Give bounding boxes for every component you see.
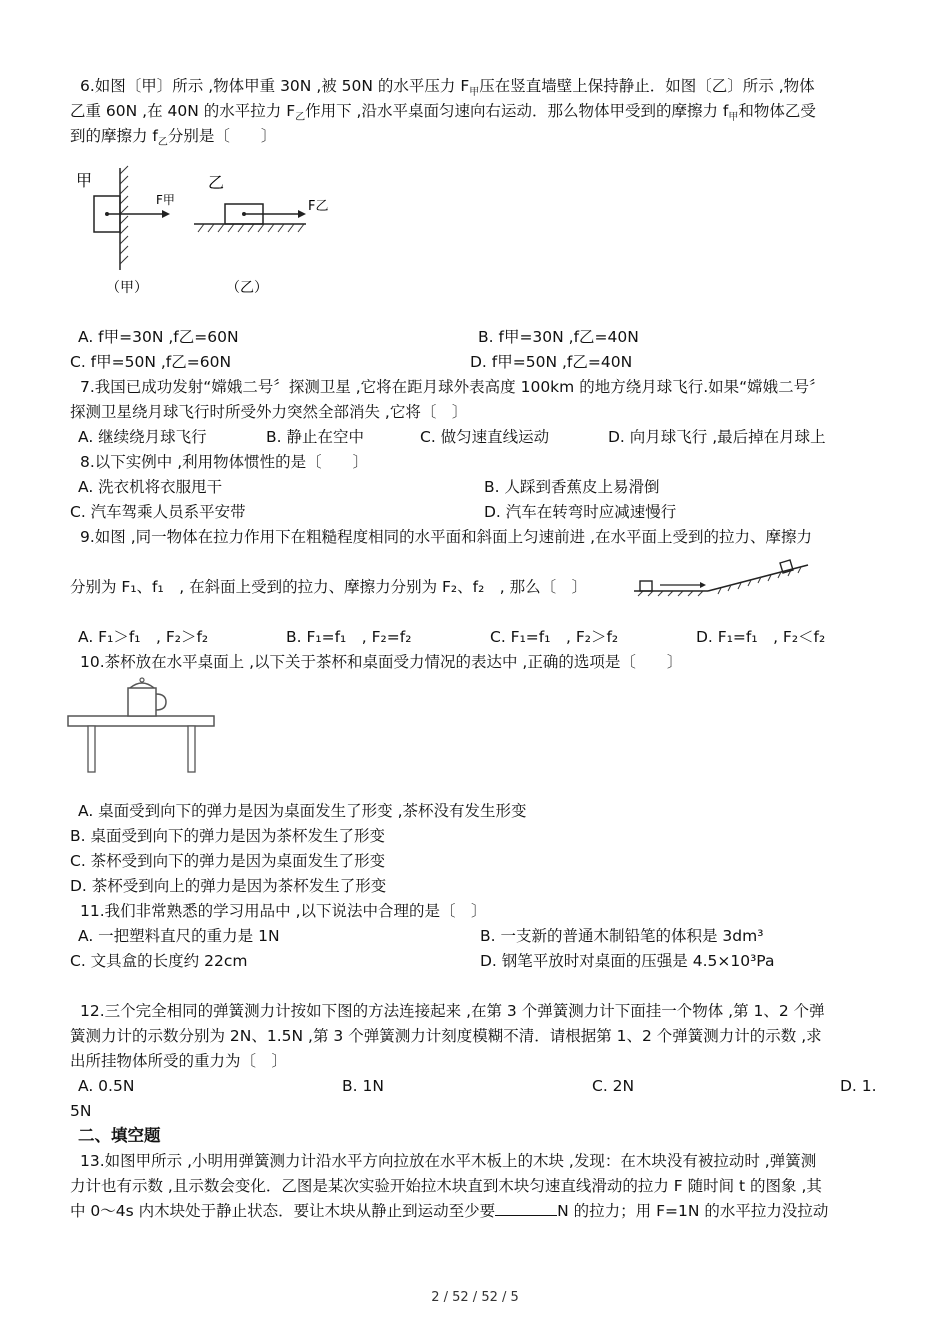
q11-option-a: A. 一把塑料直尺的重力是 1N (78, 927, 280, 945)
q10-figure (66, 676, 218, 776)
q9-line2: 分别为 F₁、f₁ , 在斜面上受到的拉力、摩擦力分别为 F₂、f₂ , 那么〔 〕 (70, 578, 588, 596)
q13-line2: 力计也有示数 ,且示数会变化．乙图是某次实验开始拉木块直到木块匀速直线滑动的拉力 F 随时间 t 的图象 ,其 (70, 1177, 822, 1195)
q12-option-a: A. 0.5N (78, 1077, 135, 1095)
q13-line1: 13.如图甲所示 ,小明用弹簧测力计沿水平方向拉放在水平木板上的木块 ,发现：在木块没有被拉动时 ,弹簧测 (80, 1152, 817, 1170)
q8-option-b: B. 人踩到香蕉皮上易滑倒 (484, 478, 660, 496)
q7-option-d: D. 向月球飞行 ,最后掉在月球上 (608, 428, 826, 446)
q12-option-c: C. 2N (592, 1077, 635, 1095)
q8-option-c: C. 汽车驾乘人员系平安带 (70, 503, 246, 521)
q6-figure (70, 160, 340, 300)
q9-option-b: B. F₁=f₁ , F₂=f₂ (286, 628, 412, 646)
q10-option-c: C. 茶杯受到向下的弹力是因为桌面发生了形变 (70, 852, 386, 870)
q11-line1: 11.我们非常熟悉的学习用品中 ,以下说法中合理的是〔 〕 (80, 902, 487, 920)
q11-option-c: C. 文具盒的长度约 22cm (70, 952, 248, 970)
fig-caption-jia: （甲） (106, 280, 148, 296)
q7-line1: 7.我国已成功发射“嫦娥二号〞探测卫星 ,它将在距月球外表高度 100km 的地方绕月球飞行.如果“嫦娥二号〞 (80, 378, 825, 396)
q9-option-d: D. F₁=f₁ , F₂＜f₂ (696, 628, 826, 646)
q9-option-a: A. F₁＞f₁ , F₂＞f₂ (78, 628, 209, 646)
q7-option-b: B. 静止在空中 (266, 428, 364, 446)
q10-option-a: A. 桌面受到向下的弹力是因为桌面发生了形变 ,茶杯没有发生形变 (78, 802, 527, 820)
fig-label-yi: 乙 (208, 173, 225, 192)
q12-line1: 12.三个完全相同的弹簧测力计按如下图的方法连接起来 ,在第 3 个弹簧测力计下面挂一个物体 ,第 1、2 个弹 (80, 1002, 825, 1020)
q6-line2: 乙重 60N ,在 40N 的水平拉力 $F_乙$作用下 ,沿水平桌面匀速向右运动．那么物体甲受到的摩擦力 $f_甲$和物体乙受 (70, 102, 816, 124)
page-footer: 2 / 52 / 52 / 5 (431, 1290, 519, 1305)
q6-option-d: D. f甲=50N ,f乙=40N (470, 353, 633, 371)
q9-line1: 9.如图 ,同一物体在拉力作用下在粗糙程度相同的水平面和斜面上匀速前进 ,在水平面上受到的拉力、摩擦力 (80, 528, 812, 546)
table-top (68, 716, 214, 726)
ground-hatch (198, 224, 304, 232)
q8-option-d: D. 汽车在转弯时应减速慢行 (484, 503, 677, 521)
q7-line2: 探测卫星绕月球飞行时所受外力突然全部消失 ,它将〔 〕 (70, 403, 468, 421)
q12-line2: 簧测力计的示数分别为 2N、1.5N ,第 3 个弹簧测力计刻度模糊不清．请根据第 1、2 个弹簧测力计的示数 ,求 (70, 1027, 822, 1045)
q9-option-c: C. F₁=f₁ , F₂＞f₂ (490, 628, 619, 646)
q13-line3: 中 0～4s 内木块处于静止状态．要让木块从静止到运动至少要 N 的拉力；用 F=1N 的水平拉力没拉动 (70, 1202, 829, 1220)
q9-block-flat (640, 581, 652, 591)
fig-label-f-jia: F甲 (156, 193, 175, 207)
q11-option-d: D. 钢笔平放时对桌面的压强是 4.5×10³Pa (480, 952, 775, 970)
q6-option-a: A. f甲=30N ,f乙=60N (78, 328, 239, 346)
q13-answer-blank[interactable] (495, 1201, 557, 1216)
fig-caption-yi: （乙） (226, 280, 268, 296)
arrow-f-jia (162, 210, 170, 218)
q12-line3: 出所挂物体所受的重力为〔 〕 (70, 1052, 288, 1070)
q12-option-d-part2: 5N (70, 1102, 92, 1120)
q10-option-b: B. 桌面受到向下的弹力是因为茶杯发生了形变 (70, 827, 385, 845)
q6-line1: 6.如图〔甲〕所示 ,物体甲重 30N ,被 50N 的水平压力 $F_甲$压在竖直墙壁上保持静止．如图〔乙〕所示 ,物体 (80, 77, 815, 99)
q6-option-c: C. f甲=50N ,f乙=60N (70, 353, 232, 371)
section-heading-fill-blank: 二、填空题 (78, 1126, 161, 1145)
fig-label-jia: 甲 (76, 171, 93, 190)
fig-label-f-yi: F乙 (308, 199, 329, 214)
q8-line1: 8.以下实例中 ,利用物体惯性的是〔 〕 (80, 453, 369, 471)
cup (128, 688, 156, 716)
wall-hatch (120, 166, 128, 264)
q8-option-a: A. 洗衣机将衣服甩干 (78, 478, 223, 496)
q7-option-a: A. 继续绕月球飞行 (78, 428, 207, 446)
q7-option-c: C. 做匀速直线运动 (420, 428, 550, 446)
q6-line3: 到的摩擦力 $f_乙$分别是〔 〕 (70, 127, 277, 149)
q10-line1: 10.茶杯放在水平桌面上 ,以下关于茶杯和桌面受力情况的表达中 ,正确的选项是〔 〕 (80, 653, 683, 671)
q12-option-d-part1: D. 1. (840, 1077, 877, 1095)
q11-option-b: B. 一支新的普通木制铅笔的体积是 3dm³ (480, 927, 764, 945)
q12-option-b: B. 1N (342, 1077, 384, 1095)
q6-option-b: B. f甲=30N ,f乙=40N (478, 328, 639, 346)
q10-option-d: D. 茶杯受到向上的弹力是因为茶杯发生了形变 (70, 877, 387, 895)
q9-figure (630, 553, 815, 598)
arrow-f-yi (298, 210, 306, 218)
